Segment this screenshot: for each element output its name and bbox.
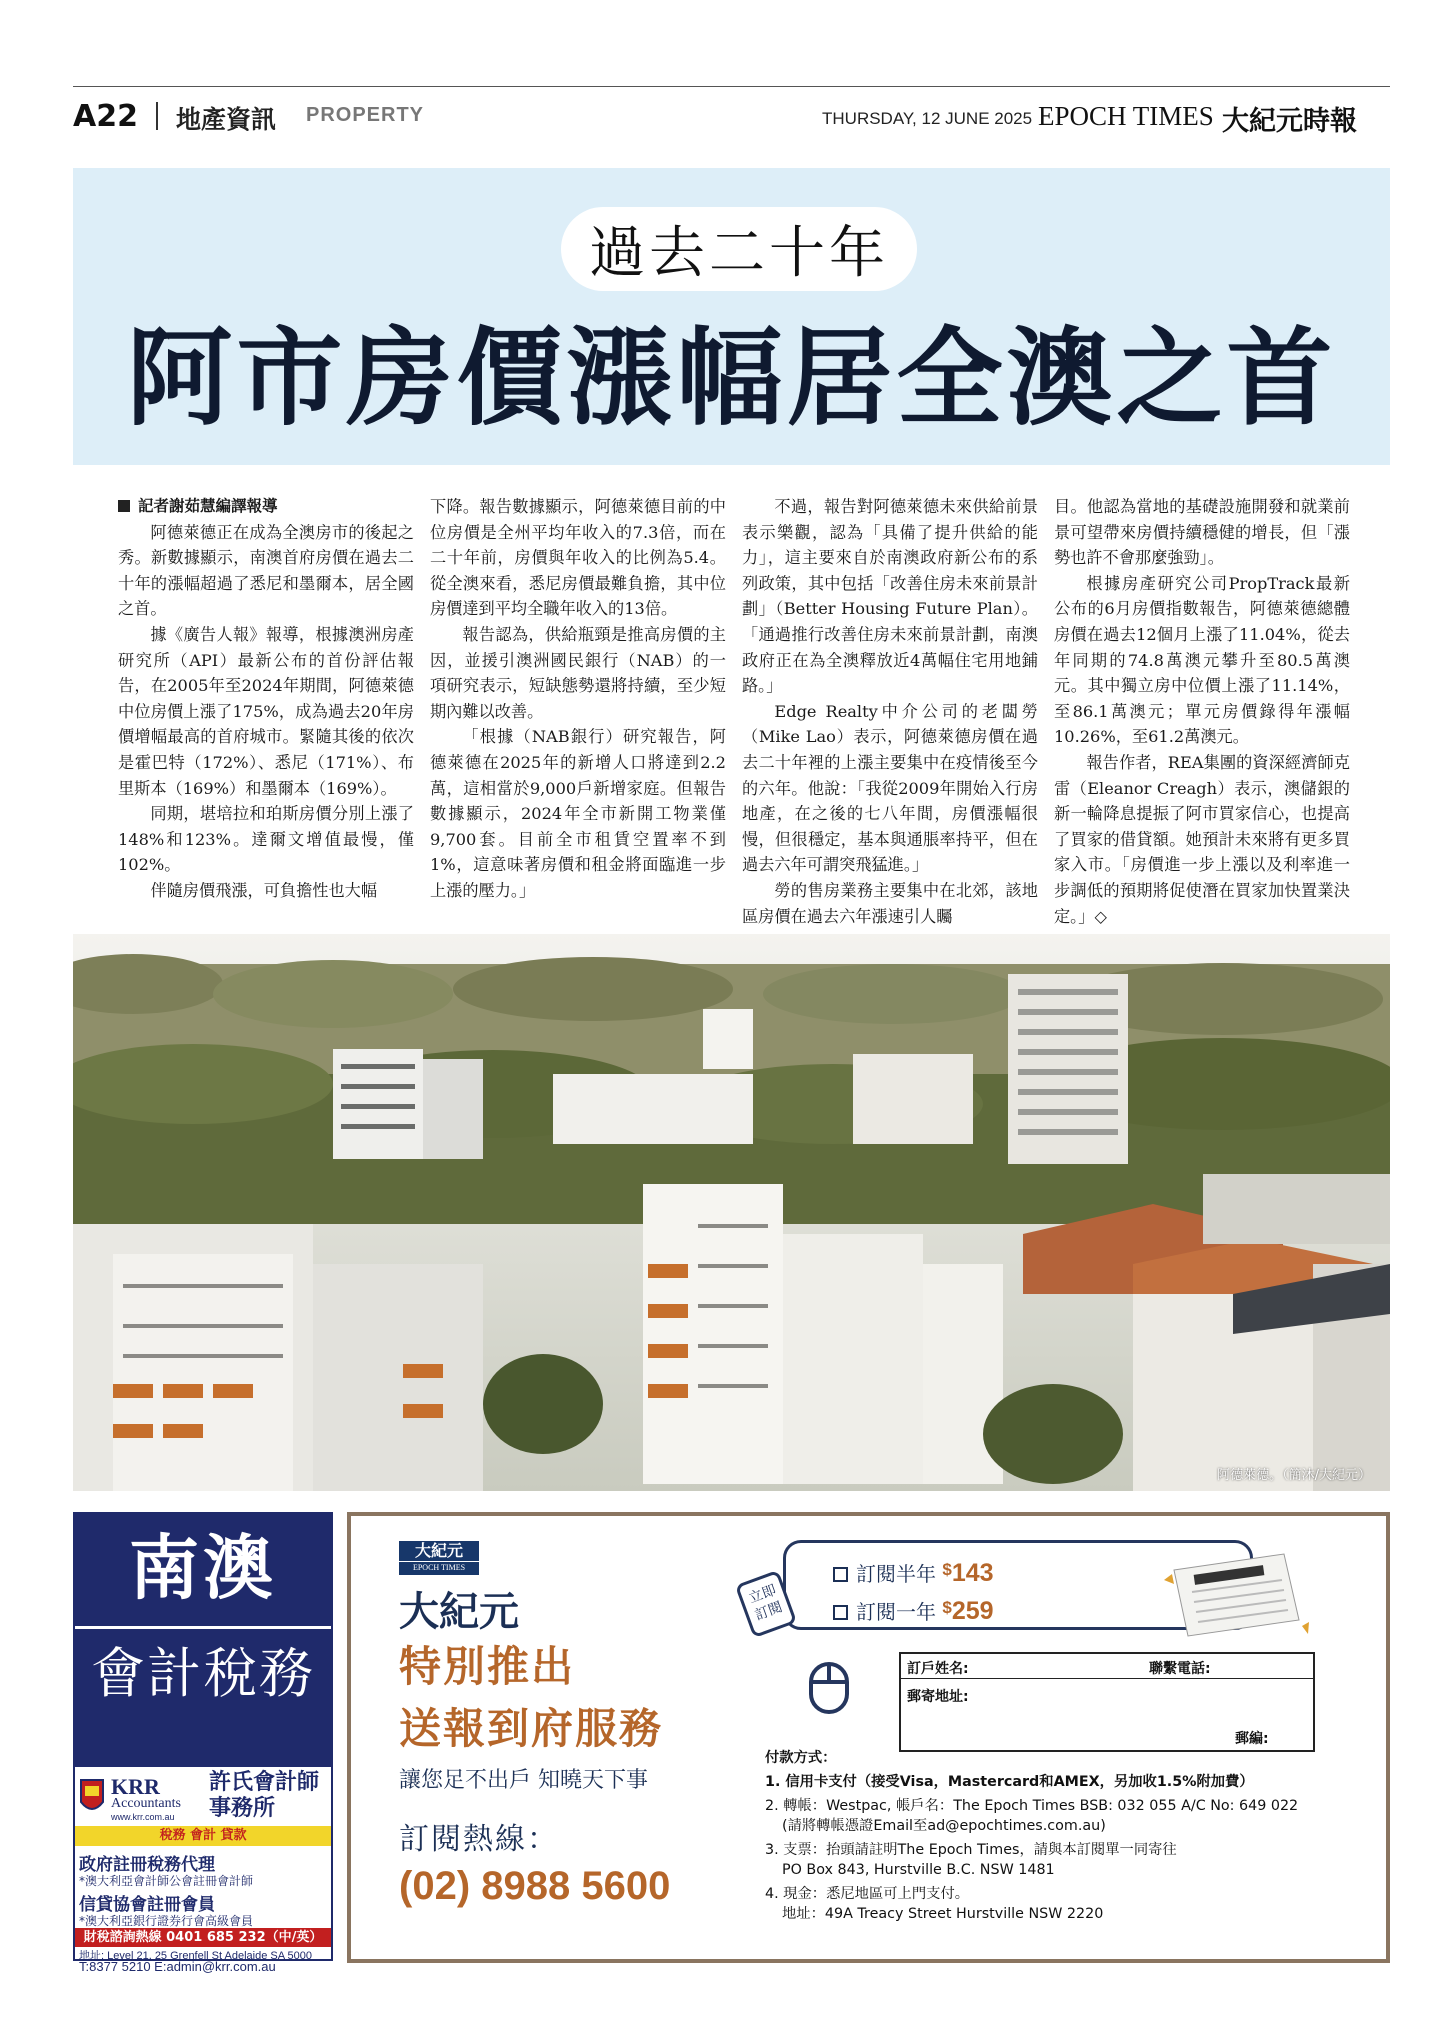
- ad-title-region: 南澳: [129, 1526, 277, 1609]
- header-divider: [156, 102, 158, 130]
- hotline-number[interactable]: (02) 8988 5600: [399, 1864, 671, 1908]
- article-paragraph: 報告作者，REA集團的資深經濟師克雷（Eleanor Creagh）表示，澳儲銀的新一輪降息提振了阿市買家信心，也提高了買家的借貸額。她預計未來將有更多買家入市。「房價進一步上漲以及利率進一步調低的預期將促使潛在買家加快置業決定。」◇: [1054, 752, 1350, 926]
- payment-transfer: 2. 轉帳：Westpac, 帳戶名：The Epoch Times BSB: 032 055 A/C No: 649 022: [765, 1798, 1299, 1814]
- logo-text-en: EPOCH TIMES: [399, 1561, 479, 1573]
- article-column-2: [430, 494, 726, 904]
- checkbox-icon[interactable]: [833, 1567, 848, 1582]
- ad-title-block: [75, 1514, 331, 1767]
- payment-heading: 付款方式：: [765, 1750, 837, 1766]
- credential-2: 信貸協會註冊會員: [79, 1895, 215, 1915]
- headline-title: 阿市房價漲幅居全澳之首: [126, 317, 1337, 440]
- payment-cash: 4. 現金：悉尼地區可上門支付。: [765, 1886, 970, 1902]
- payment-cheque-address: PO Box 843, Hurstville B.C. NSW 1481: [782, 1862, 1055, 1878]
- firm-subtitle-en: Accountants: [111, 1796, 181, 1811]
- section-title-en: PROPERTY: [306, 104, 425, 126]
- photo-credit: 阿德萊德。（簡沐/大紀元）: [1217, 1468, 1371, 1483]
- payment-credit-card: 1. 信用卡支付（接受Visa，Mastercard和AMEX，另加收1.5%附加費）: [765, 1774, 1254, 1790]
- ad-divider: [75, 1626, 331, 1629]
- option-full-year[interactable]: [833, 1596, 994, 1626]
- article-paragraph: 目。他認為當地的基礎設施開發和就業前景可望帶來房價持續穩健的增長，但「漲勢也許不會那麼強勁」。: [1054, 497, 1350, 568]
- article-column-4: [1054, 494, 1350, 929]
- checkbox-icon[interactable]: [833, 1605, 848, 1620]
- hotline-label: 訂閱熱線：: [399, 1822, 559, 1857]
- payment-cheque: 3. 支票：抬頭請註明The Epoch Times，請與本訂閱單一同寄往: [765, 1842, 1177, 1858]
- article-paragraph: Edge Realty中介公司的老闆勞（Mike Lao）表示，阿德萊德房價在過去二十年裡的上漲主要集中在疫情後至今的六年。他說：「我從2009年開始入行房地產，在之後的七八年間，房價漲幅很慢，但很穩定，基本與通脹率持平，但在過去六年可謂突飛猛進。」: [742, 701, 1038, 875]
- byline: 記者謝茹慧編譯報導: [118, 494, 414, 520]
- crest-icon: [79, 1776, 105, 1820]
- credential-1: 政府註冊稅務代理: [79, 1855, 215, 1875]
- masthead-en: EPOCH TIMES: [1038, 101, 1214, 131]
- subscription-form[interactable]: [899, 1652, 1315, 1752]
- article-column-3: [742, 494, 1038, 929]
- ad-special: 特別推出: [399, 1642, 576, 1691]
- firm-name-zh: 許氏會計師事務所: [209, 1770, 320, 1821]
- payment-methods: [765, 1748, 1375, 1924]
- payment-cash-address: 地址：49A Treacy Street Hurstville NSW 2220: [782, 1906, 1104, 1922]
- credential-1-note: *澳大利亞會計師公會註冊會計師: [79, 1874, 254, 1888]
- mouse-icon: [807, 1656, 851, 1716]
- article-paragraph: 勞的售房業務主要集中在北郊，該地區房價在過去六年漲速引人矚: [742, 880, 1038, 926]
- form-address-field[interactable]: 郵寄地址:: [907, 1689, 969, 1705]
- firm-address: 地址: Level 21, 25 Grenfell St Adelaide SA 5000: [79, 1950, 312, 1962]
- section-title-zh: 地產資訊: [176, 105, 277, 134]
- services-strip: 稅務 會計 貸款: [75, 1826, 331, 1846]
- page-number: A22: [73, 99, 138, 134]
- article-paragraph: 「根據（NAB銀行）研究報告，阿德萊德在2025年的新增人口將達到2.2萬，這相當於9,000戶新增家庭。但報告數據顯示，2024年全市新開工物業僅9,700套。目前全市租賃空置率不到1%，這意味著房價和租金將面臨進一步上漲的壓力。」: [430, 727, 726, 900]
- article-paragraph: 根據房產研究公司PropTrack最新公布的6月房價指數報告，阿德萊德總體房價在過去12個月上漲了11.04%，從去年同期的74.8萬澳元攀升至80.5萬澳元。其中獨立房中位價上漲了11.14%，至86.1萬澳元；單元房價錄得年漲幅10.26%，至61.2萬澳元。: [1054, 573, 1350, 747]
- bullet-square-icon: [118, 500, 130, 512]
- option-half-year[interactable]: [833, 1558, 994, 1588]
- form-phone-field[interactable]: 聯繫電話:: [1149, 1661, 1211, 1677]
- firm-name-en: KRR: [111, 1774, 160, 1799]
- article-column-1: [118, 494, 414, 904]
- firm-website[interactable]: www.krr.com.au: [111, 1812, 175, 1822]
- accounting-advertisement[interactable]: [73, 1512, 333, 1974]
- payment-transfer-note: (請將轉帳憑證Email至ad@epochtimes.com.au): [782, 1818, 1106, 1834]
- subscribe-now-tag[interactable]: 立即訂閱: [735, 1570, 797, 1638]
- form-name-field[interactable]: 訂戶姓名:: [907, 1661, 969, 1677]
- ad-title-service: 會計稅務: [91, 1642, 315, 1705]
- adelaide-skyline-illustration: [73, 934, 1390, 1491]
- city-photo: [73, 934, 1390, 1491]
- masthead-zh: 大紀元時報: [1222, 106, 1357, 137]
- subscription-advertisement[interactable]: [347, 1512, 1390, 1963]
- option-label: 訂閱一年: [856, 1600, 936, 1624]
- option-label: 訂閱半年: [856, 1562, 936, 1586]
- ad-slogan: 讓您足不出戶 知曉天下事: [399, 1768, 648, 1793]
- article-paragraph: 報告認為，供給瓶頸是推高房價的主因，並援引澳洲國民銀行（NAB）的一項研究表示，短缺態勢還將持續，至少短期內難以改善。: [430, 624, 726, 721]
- newspaper-icon: [1164, 1550, 1309, 1640]
- ad-brand: 大紀元: [399, 1589, 519, 1635]
- hotline-strip[interactable]: 財稅諮詢熱線 0401 685 232（中/英）: [75, 1928, 331, 1947]
- firm-contact[interactable]: T:8377 5210 E:admin@krr.com.au: [79, 1959, 276, 1974]
- option-price: $143: [942, 1559, 994, 1587]
- credential-2-note: *澳大利亞銀行證券行會高級會員: [79, 1914, 254, 1928]
- article-paragraph: 據《廣告人報》報導，根據澳洲房產研究所（API）最新公布的首份評估報告，在2005年至2024年期間，阿德萊德中位房價上漲了175%，成為過去20年房價增幅最高的首府城市。緊隨其後的依次是霍巴特（172%）、悉尼（171%）、布里斯本（169%）和墨爾本（169%）。: [118, 624, 414, 798]
- article-paragraph: 下降。報告數據顯示，阿德萊德目前的中位房價是全州平均年收入的7.3倍，而在二十年前，房價與年收入的比例為5.4。從全澳來看，悉尼房價最難負擔，其中位房價達到平均全職年收入的13倍。: [430, 497, 726, 619]
- epoch-times-logo: [399, 1541, 479, 1575]
- form-postcode-field[interactable]: 郵編:: [1235, 1731, 1269, 1747]
- ad-delivery: 送報到府服務: [399, 1704, 664, 1753]
- headline-kicker: 過去二十年: [561, 207, 917, 291]
- option-price: $259: [942, 1597, 994, 1625]
- header-rule: [73, 86, 1390, 87]
- article-paragraph: 同期，堪培拉和珀斯房價分別上漲了148%和123%。達爾文增值最慢，僅102%。: [118, 804, 414, 875]
- form-divider: [901, 1678, 1313, 1679]
- article-paragraph: 不過，報告對阿德萊德未來供給前景表示樂觀，認為「具備了提升供給的能力」，這主要來自於南澳政府新公布的系列政策，其中包括「改善住房未來前景計劃」（Better Housing Future Plan）。「通過推行改善住房未來前景計劃，南澳政府正在為全澳釋放近4萬幅住宅用地鋪路。」: [742, 497, 1038, 696]
- logo-text-zh: 大紀元: [414, 1541, 463, 1560]
- issue-date: THURSDAY, 12 JUNE 2025: [822, 109, 1033, 128]
- article-paragraph: 伴隨房價飛漲，可負擔性也大幅: [150, 880, 378, 900]
- article-paragraph: 阿德萊德正在成為全澳房市的後起之秀。新數據顯示，南澳首府房價在過去二十年的漲幅超過了悉尼和墨爾本，居全國之首。: [118, 522, 414, 619]
